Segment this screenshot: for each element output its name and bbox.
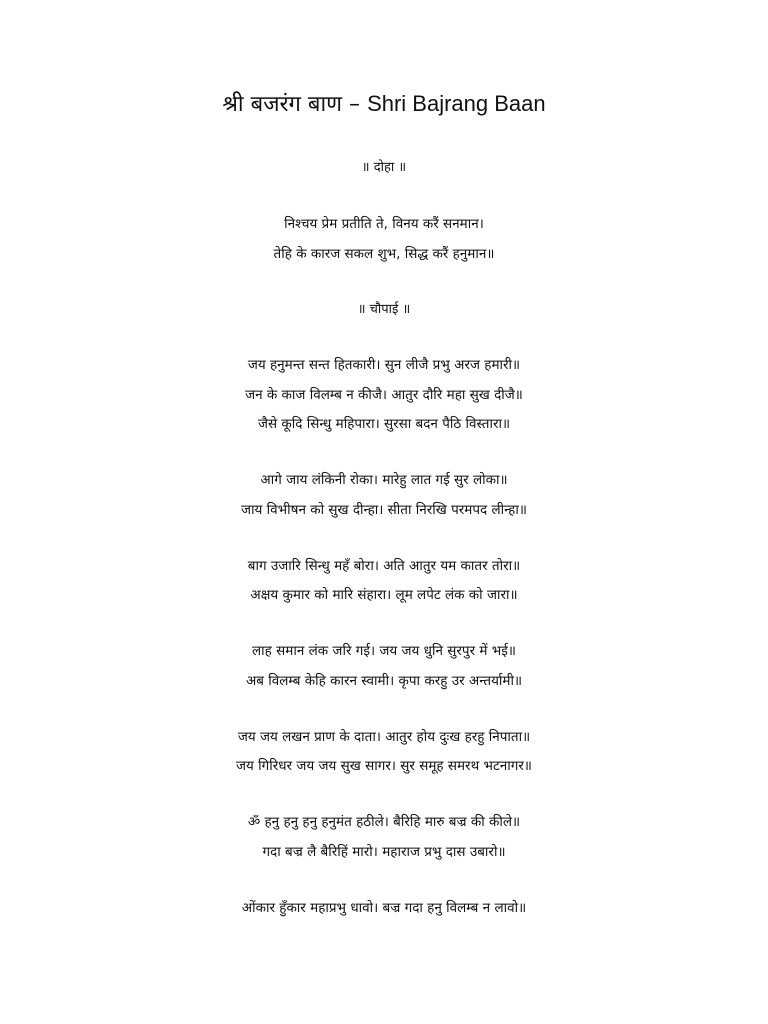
chaupai-line-14: ओंकार हुँकार महाप्रभु धावो। बज्र गदा हनु विलम्ब न लावो॥ [241, 900, 527, 916]
chaupai-line-10: जय जय लखन प्राण के दाता। आतुर होय दुःख हरहु निपाता॥ [237, 729, 531, 745]
chaupai-line-9: अब विलम्ब केहि कारन स्वामी। कृपा करहु उर अन्तर्यामी॥ [245, 673, 523, 689]
chaupai-line-2: जन के काज विलम्ब न कीजै। आतुर दौरि महा सुख दीजै॥ [245, 387, 523, 403]
chaupai-line-3: जैसे कूदि सिन्धु महिपारा। सुरसा बदन पैठि विस्तारा॥ [257, 416, 511, 432]
doha-line-2: तेहि के कारज सकल शुभ, सिद्ध करैं हनुमान॥ [273, 246, 495, 262]
doha-line-1: निश्चय प्रेम प्रतीति ते, विनय करैं सनमान। [284, 216, 484, 232]
chaupai-line-13: गदा बज्र लै बैरिहिं मारो। महाराज प्रभु दास उबारो॥ [262, 844, 506, 860]
title-dash: – [342, 92, 368, 117]
chaupai-line-5: जाय विभीषन को सुख दीन्हा। सीता निरखि परमपद लीन्हा॥ [241, 502, 527, 518]
doha-heading: ॥ दोहा ॥ [361, 160, 407, 175]
chaupai-line-1: जय हनुमन्त सन्त हितकारी। सुन लीजै प्रभु अरज हमारी॥ [247, 357, 521, 373]
chaupai-line-6: बाग उजारि सिन्धु महँ बोरा। अति आतुर यम कातर तोरा॥ [247, 558, 521, 574]
chaupai-line-7: अक्षय कुमार को मारि संहारा। लूम लपेट लंक को जारा॥ [250, 587, 518, 603]
title-english: Shri Bajrang Baan [367, 91, 546, 116]
chaupai-line-8: लाह समान लंक जरि गई। जय जय धुनि सुरपुर में भई॥ [252, 643, 516, 659]
chaupai-line-11: जय गिरिधर जय जय सुख सागर। सुर समूह समरथ भटनागर॥ [236, 758, 532, 774]
chaupai-line-12: ॐ हनु हनु हनु हनुमंत हठीले। बैरिहि मारु बज्र की कीले॥ [247, 814, 521, 830]
title-hindi: श्री बजरंग बाण [222, 92, 343, 117]
chaupai-line-4: आगे जाय लंकिनी रोका। मारेहु लात गई सुर लोका॥ [260, 472, 508, 488]
page-title [0, 88, 768, 121]
chaupai-heading: ॥ चौपाई ॥ [357, 302, 411, 317]
